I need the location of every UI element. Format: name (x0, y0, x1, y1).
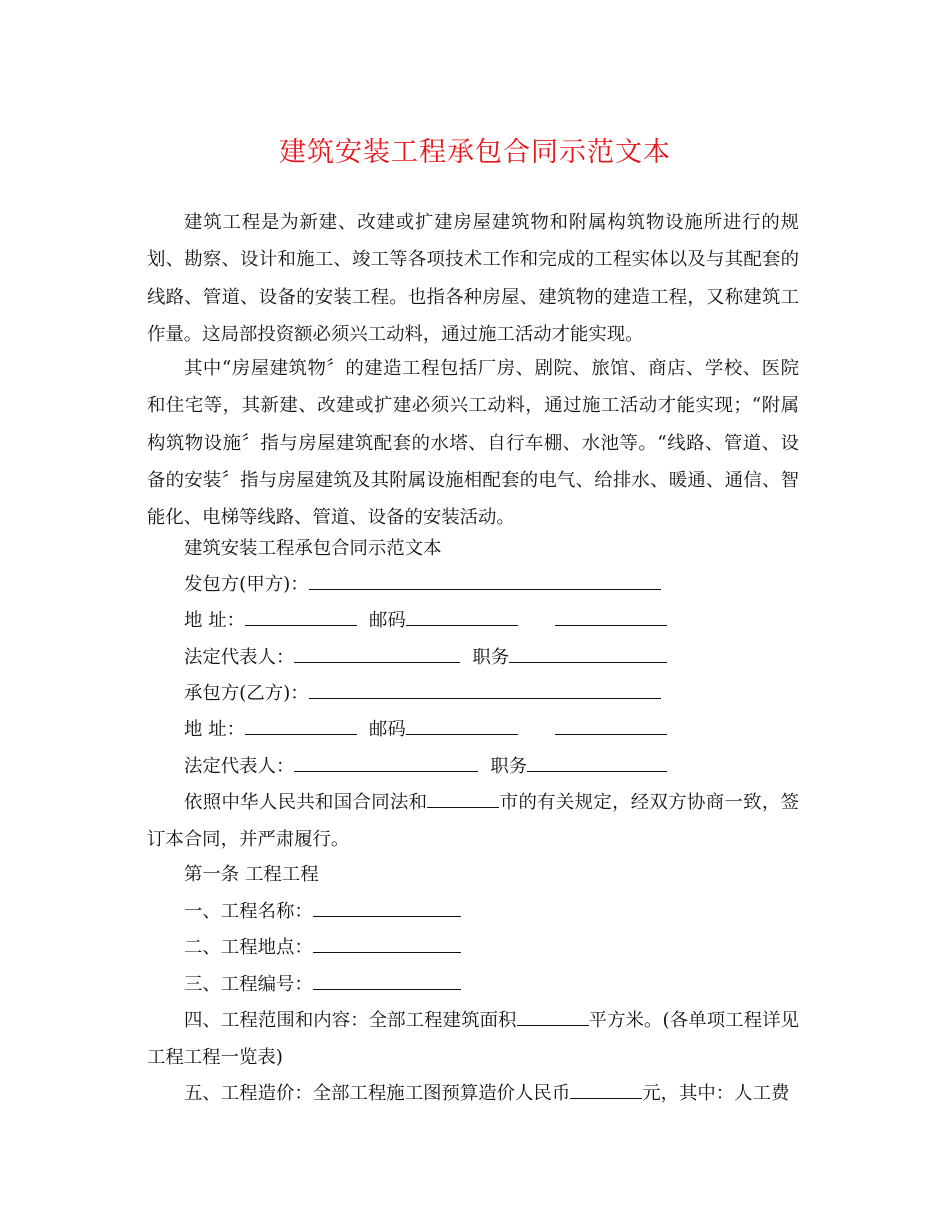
project-scope-text-part1: 四、工程范围和内容：全部工程建筑面积 (184, 1010, 517, 1031)
project-name-line (184, 893, 461, 930)
cost-amount-blank[interactable] (570, 1078, 642, 1099)
project-number-blank[interactable] (313, 969, 461, 990)
party-b-line (184, 675, 661, 712)
party-a-label: 发包方(甲方)： (184, 574, 309, 595)
agreement-text-part2: 市的有关规定，经双方协商一致，签订本合同，并严肃履行。 (147, 792, 799, 851)
party-b-label: 承包方(乙方)： (184, 683, 309, 704)
party-b-position-label: 职务 (490, 756, 528, 777)
party-a-postcode-blank[interactable] (406, 605, 518, 626)
party-b-rep-label: 法定代表人： (184, 756, 295, 777)
project-location-blank[interactable] (313, 932, 461, 953)
party-b-postcode-label: 邮码 (369, 719, 406, 740)
project-name-label: 一、工程名称： (184, 901, 313, 922)
party-b-address-line (184, 711, 667, 748)
project-location-line (184, 929, 461, 966)
party-b-extra-blank[interactable] (555, 714, 667, 735)
party-a-address-label: 地 址： (184, 610, 246, 631)
party-b-representative-line (184, 748, 667, 785)
scope-paragraph-text: 其中“房屋建筑物〞的建造工程包括厂房、剧院、旅馆、商店、学校、医院和住宅等，其新建、改建或扩建必须兴工动料，通过施工活动才能实现；“附属构筑物设施〞指与房屋建筑配套的水塔、自行车棚、水池等。“线路、管道、设备的安装〞指与房屋建筑及其附属设施相配套的电气、给排水、暖通、通信、智能化、电梯等线路、管道、设备的安装活动。 (147, 358, 799, 529)
party-b-name-blank[interactable] (309, 678, 661, 699)
project-scope-text-part2: 平方米。(各单项工程详见工程工程一览表) (147, 1010, 799, 1069)
party-a-rep-label: 法定代表人： (184, 647, 295, 668)
party-a-rep-blank[interactable] (294, 642, 460, 663)
party-a-name-blank[interactable] (309, 569, 661, 590)
party-a-extra-blank[interactable] (555, 605, 667, 626)
project-scope-paragraph (147, 1002, 799, 1077)
project-cost-text-part2: 元，其中：人工费 (642, 1083, 790, 1104)
party-a-position-label: 职务 (472, 647, 510, 668)
party-b-postcode-blank[interactable] (406, 714, 518, 735)
project-number-label: 三、工程编号： (184, 974, 313, 995)
agreement-text-part1: 依照中华人民共和国合同法和 (184, 792, 428, 813)
party-b-address-label: 地 址： (184, 719, 246, 740)
project-name-blank[interactable] (313, 896, 461, 917)
intro-paragraph-text: 建筑工程是为新建、改建或扩建房屋建筑物和附属构筑物设施所进行的规划、勘察、设计和施工、竣工等各项技术工作和完成的工程实体以及与其配套的线路、管道、设备的安装工程。也指各种房屋、建筑物的建造工程，又称建筑工作量。这局部投资额必须兴工动料，通过施工活动才能实现。 (147, 212, 799, 345)
document-title: 建筑安装工程承包合同示范文本 (279, 137, 671, 168)
scope-paragraph (147, 350, 799, 536)
party-a-representative-line (184, 639, 667, 676)
intro-paragraph (147, 204, 799, 353)
project-location-label: 二、工程地点： (184, 937, 313, 958)
project-cost-text-part1: 五、工程造价：全部工程施工图预算造价人民币 (184, 1083, 571, 1104)
building-area-blank[interactable] (517, 1005, 589, 1026)
project-cost-paragraph (147, 1075, 799, 1112)
city-blank[interactable] (427, 787, 499, 808)
article-1-heading: 第一条 工程工程 (184, 864, 319, 885)
party-b-rep-blank[interactable] (294, 751, 478, 772)
party-a-position-blank[interactable] (509, 642, 667, 663)
project-number-line (184, 966, 461, 1003)
agreement-paragraph (147, 784, 799, 859)
party-a-line (184, 566, 661, 603)
party-b-address-blank[interactable] (245, 714, 357, 735)
contract-subtitle: 建筑安装工程承包合同示范文本 (184, 538, 442, 559)
party-a-address-line (184, 602, 667, 639)
party-b-position-blank[interactable] (527, 751, 667, 772)
party-a-address-blank[interactable] (245, 605, 357, 626)
party-a-postcode-label: 邮码 (369, 610, 406, 631)
